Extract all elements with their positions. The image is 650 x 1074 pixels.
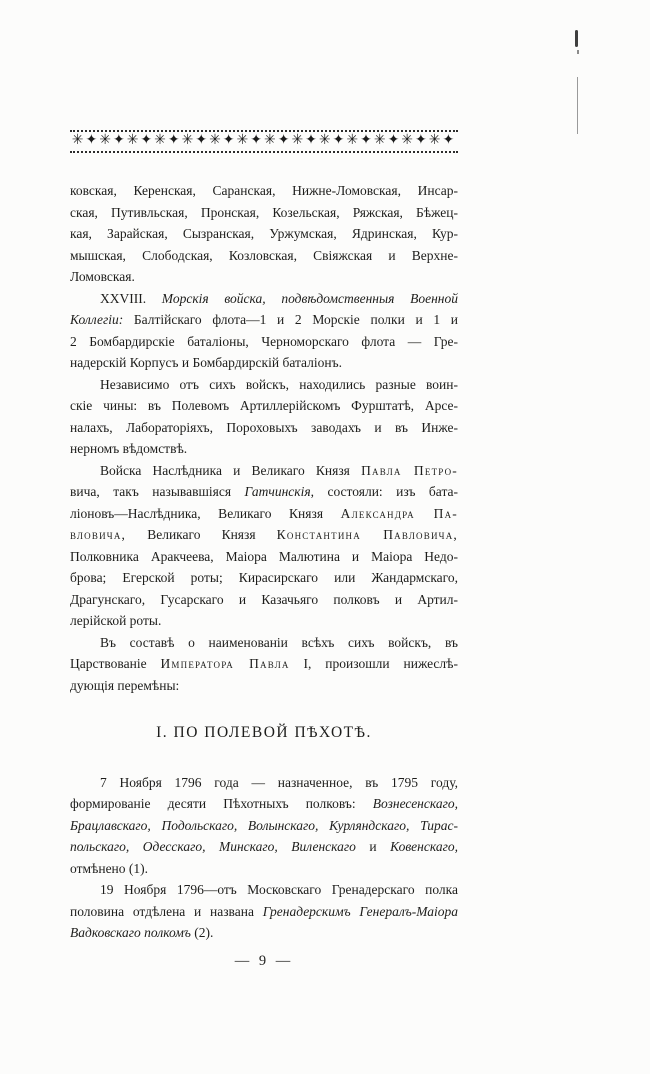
text-line [70, 180, 458, 202]
text-line [70, 331, 458, 353]
paragraph [70, 288, 458, 374]
text-line [70, 503, 458, 525]
text-segment: ковская, Керенская, Саранская, Нижне-Ломовская, Инсар- [70, 183, 458, 198]
text-segment: Полковника Аракчеева, Маіора Малютина и Маіора Недо- [70, 548, 458, 564]
text-segment: кая, Зарайская, Сызранская, Уржумская, Ядринская, Кур- [70, 226, 458, 241]
paragraph [70, 374, 458, 460]
paragraph [70, 772, 458, 880]
text-line [70, 653, 458, 675]
text-segment: Павла Петро- [361, 462, 458, 478]
text-line [70, 438, 458, 460]
text-segment: I, произошли нижеслѣ- [289, 656, 458, 671]
text-line [70, 589, 458, 611]
text-line [70, 546, 458, 568]
text-line [70, 567, 458, 589]
text-line [70, 202, 458, 224]
text-line [70, 772, 458, 794]
text-segment: XXVIII. [100, 290, 162, 306]
text-segment: польскаго, Одесскаго, Минскаго, Виленскаго [70, 839, 356, 854]
text-line [70, 922, 458, 944]
text-line [70, 879, 458, 901]
page-text [70, 180, 458, 944]
text-line [70, 288, 458, 310]
text-line [70, 352, 458, 374]
text-segment: надерскій Корпусъ и Бомбардирскій баталіонъ. [70, 355, 342, 370]
text-segment: Брацлавскаго, Подольскаго, Волынскаго, Курляндскаго, Тирас- [70, 817, 458, 833]
text-segment: Константина Павловича, [276, 527, 458, 542]
paragraph [70, 180, 458, 288]
text-segment: Вадковскаго полкомъ [70, 925, 191, 940]
section-heading: I. ПО ПОЛЕВОЙ ПѢХОТѢ. [156, 724, 372, 741]
scan-artifact [575, 30, 578, 47]
text-segment: Коллегіи: [70, 312, 124, 327]
text-segment: Гатчинскія [244, 484, 311, 499]
text-segment: Александра Па- [340, 505, 458, 521]
text-segment: брова; Егерской роты; Кирасирскаго или Жандармскаго, [70, 570, 458, 585]
text-line [70, 460, 458, 482]
text-segment: дующія перемѣны: [70, 677, 180, 693]
text-segment: 2 Бомбардирскіе баталіоны, Черноморскаго флота — Гре- [70, 333, 458, 349]
page-number: — 9 — [234, 953, 294, 969]
text-segment: Ковенскаго, [390, 839, 458, 854]
text-segment: налахъ, Лабораторіяхъ, Пороховыхъ заводахъ и въ Инже- [70, 419, 458, 435]
scan-artifact [577, 50, 579, 54]
text-segment: вича, такъ называвшіяся [70, 484, 245, 499]
text-line [70, 610, 458, 632]
text-line [70, 395, 458, 417]
text-segment: отмѣнено (1). [70, 860, 149, 876]
text-segment: Морскія войска, подвѣдомственныя Военной [161, 290, 458, 306]
text-segment: Императора Павла [160, 656, 290, 671]
text-segment: скіе чины: въ Полевомъ Артиллерійскомъ Фурштатѣ, Арсе- [70, 398, 458, 413]
text-line [70, 417, 458, 439]
text-segment: вловича, [70, 527, 127, 542]
text-segment: Вознесенскаго, [372, 796, 458, 811]
text-segment: Балтійскаго флота—1 и 2 Морскіе полки и 1 и [123, 312, 458, 327]
text-line [70, 675, 458, 697]
text-segment: Великаго Князя [126, 527, 277, 542]
text-line [70, 309, 458, 331]
text-line [70, 481, 458, 503]
text-segment: Драгунскаго, Гусарскаго и Казачьяго полковъ и Артил- [70, 591, 458, 607]
text-line [70, 815, 458, 837]
text-line [70, 901, 458, 923]
text-segment: 7 Ноября 1796 года — назначенное, въ 1795 году, [100, 774, 458, 790]
text-line [70, 374, 458, 396]
text-segment: ская, Путивльская, Пронская, Козельская, Ряжская, Бѣжец- [70, 204, 458, 220]
text-segment: (2). [190, 925, 214, 940]
text-segment: лерійской роты. [70, 613, 162, 628]
text-segment: нерномъ вѣдомствѣ. [70, 441, 188, 456]
text-segment: Независимо отъ сихъ войскъ, находились разные воин- [100, 376, 458, 392]
text-segment: ліоновъ—Наслѣдника, Великаго Князя [70, 505, 341, 521]
text-line [70, 266, 458, 288]
text-segment: Войска Наслѣдника и Великаго Князя [100, 462, 362, 478]
text-segment: 19 Ноября 1796—отъ Московскаго Гренадерскаго полка [100, 882, 458, 897]
text-line [70, 793, 458, 815]
text-segment: , состояли: изъ бата- [310, 484, 458, 499]
text-segment: Царствованіе [70, 656, 161, 671]
text-segment: Въ составѣ о наименованіи всѣхъ сихъ войскъ, въ [100, 634, 458, 650]
text-segment: половина отдѣлена и названа [70, 903, 263, 919]
text-line [70, 632, 458, 654]
paragraph [70, 460, 458, 632]
text-line [70, 245, 458, 267]
text-segment: и [355, 839, 391, 854]
text-line [70, 524, 458, 546]
text-line [70, 223, 458, 245]
ornament-border: ✳✦✳✦✳✦✳✦✳✦✳✦✳✦✳✦✳✦✳✦✳✦✳✦✳✦✳✦ [70, 130, 458, 153]
text-segment: Ломовская. [70, 269, 135, 284]
text-segment: Гренадерскимъ Генералъ-Маіора [262, 903, 458, 919]
scan-artifact [577, 77, 578, 134]
paragraph [70, 879, 458, 944]
text-line [70, 858, 458, 880]
paragraph [70, 632, 458, 697]
text-segment: формированіе десяти Пѣхотныхъ полковъ: [70, 796, 373, 811]
text-line [70, 836, 458, 858]
text-segment: мышская, Слободская, Козловская, Свіяжская и Верхне- [70, 247, 458, 263]
